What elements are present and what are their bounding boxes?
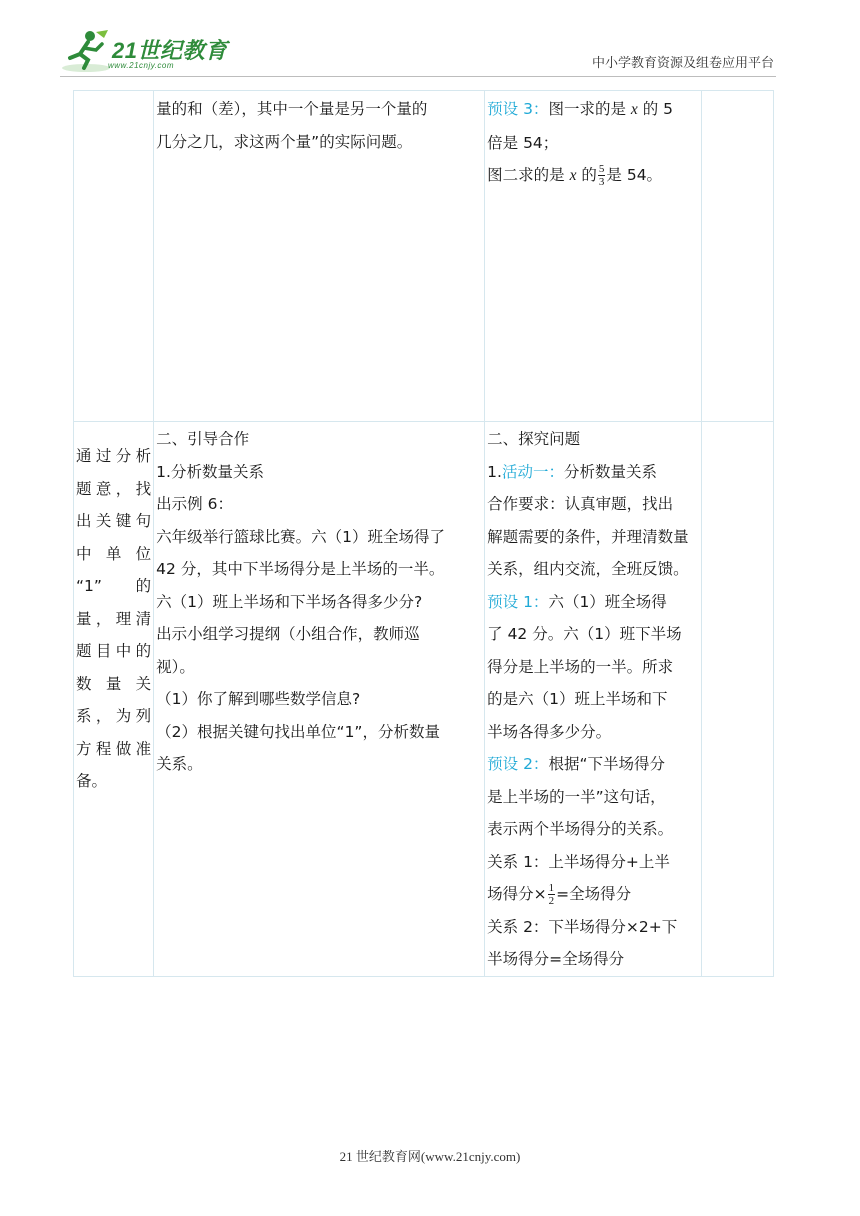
preset-1-line — [487, 586, 699, 619]
text-line: 通过分析 — [76, 447, 152, 465]
notes-cell — [702, 91, 774, 422]
platform-name: 中小学教育资源及组卷应用平台 — [591, 56, 774, 71]
fraction-line — [487, 159, 699, 193]
text-line: （1）你了解到哪些数学信息? — [156, 690, 361, 708]
text-line: 中 单 位 — [76, 544, 152, 563]
text-line: 出示小组学习提纲（小组合作，教师巡 — [156, 625, 420, 643]
preset-label: 预设 2： — [487, 755, 549, 773]
teacher-activity-cell — [154, 91, 485, 422]
teacher-activity-cell — [154, 422, 485, 977]
text-line: 倍是 54； — [487, 133, 559, 152]
fraction-line — [487, 878, 699, 911]
text-line: 解题需要的条件，并理清数量 — [487, 527, 689, 546]
goal-cell — [74, 91, 154, 422]
text-fragment: 分析数量关系 — [563, 462, 657, 481]
section-heading: 二、探究问题 — [487, 430, 581, 448]
lesson-plan-table — [73, 90, 774, 977]
activity-label: 活动一： — [501, 462, 564, 481]
text-fragment: 1. — [487, 462, 502, 481]
text-line: 得分是上半场的一半。所求 — [487, 657, 674, 676]
subsection-heading: 1.分析数量关系 — [156, 462, 264, 481]
runner-icon — [60, 28, 112, 74]
math-var: x — [630, 101, 638, 118]
page-footer: 21 世纪教育网(www.21cnjy.com) — [339, 1149, 521, 1164]
fraction-denominator: 2 — [548, 895, 555, 907]
text-line: 关系。 — [156, 755, 203, 773]
fraction-numerator: 1 — [548, 882, 555, 894]
notes-cell — [702, 422, 774, 977]
text-fragment: 的 — [576, 166, 597, 184]
preset-2-line — [487, 748, 699, 781]
text-fragment: 六（1）班全场得 — [548, 592, 667, 611]
text-line: 方程做准 — [76, 739, 152, 758]
text-line: 42 分，其中下半场得分是上半场的一半。 — [156, 560, 445, 578]
text-line: 六（1）班上半场和下半场各得多少分? — [156, 592, 423, 611]
fraction — [548, 882, 556, 907]
math-var: x — [569, 167, 577, 184]
text-line: 出关键句 — [76, 512, 152, 530]
text-line: 题意，找 — [76, 479, 152, 498]
text-line: 关系，组内交流，全班反馈。 — [487, 560, 689, 578]
text-line: 出示例 6： — [156, 495, 233, 513]
text-line: 量，理清 — [76, 609, 152, 628]
preset-label: 预设 3： — [487, 100, 549, 118]
text-line: 表示两个半场得分的关系。 — [487, 820, 674, 838]
activity-line — [487, 456, 699, 489]
text-line: 半场各得多少分。 — [487, 722, 612, 741]
text-fragment: 是 54。 — [606, 166, 663, 184]
fraction-numerator: 5 — [598, 163, 605, 175]
text-fragment: =全场得分 — [556, 885, 632, 903]
table-row — [74, 91, 774, 422]
goal-cell — [74, 422, 154, 977]
text-line: 系，为列 — [76, 707, 152, 725]
relation-2-line: 关系 2：下半场得分×2+下 — [487, 917, 678, 936]
text-fragment: 场得分× — [487, 885, 547, 903]
text-fragment: 图二求的是 — [487, 166, 570, 184]
text-fragment: 的 5 — [637, 100, 673, 118]
text-line: 备。 — [76, 772, 108, 790]
page-header — [0, 0, 860, 90]
logo-url: www.21cnjy.com — [108, 61, 174, 70]
text-line: 合作要求：认真审题，找出 — [487, 495, 674, 513]
text-line: “1” 的 — [76, 577, 152, 595]
preset-label: 预设 1： — [487, 592, 549, 611]
logo-text: 21世纪教育 — [112, 38, 228, 63]
text-fragment: 根据“下半场得分 — [548, 755, 665, 773]
text-line: 的是六（1）班上半场和下 — [487, 690, 668, 708]
relation-1-line: 关系 1：上半场得分+上半 — [487, 852, 670, 871]
site-logo — [60, 28, 230, 78]
text-line: 六年级举行篮球比赛。六（1）班全场得了 — [156, 527, 446, 546]
fraction — [598, 163, 606, 188]
text-line: 几分之几，求这两个量”的实际问题。 — [156, 132, 413, 151]
text-line: 视）。 — [156, 657, 195, 676]
text-line: 题目中的 — [76, 642, 152, 660]
text-fragment: 图一求的是 — [548, 100, 631, 118]
fraction-denominator: 3 — [598, 176, 605, 188]
text-line: 是上半场的一半”这句话， — [487, 787, 666, 806]
student-activity-cell — [485, 91, 702, 422]
header-divider — [60, 76, 776, 77]
table-row — [74, 422, 774, 977]
text-line: （2）根据关键句找出单位“1”，分析数量 — [156, 722, 440, 741]
text-line: 了 42 分。六（1）班下半场 — [487, 625, 682, 643]
preset-3-line — [487, 93, 699, 127]
student-activity-cell — [485, 422, 702, 977]
text-line: 量的和（差），其中一个量是另一个量的 — [156, 100, 428, 118]
text-line: 数 量 关 — [76, 674, 152, 693]
text-line: 半场得分=全场得分 — [487, 950, 625, 968]
section-heading: 二、引导合作 — [156, 430, 250, 448]
